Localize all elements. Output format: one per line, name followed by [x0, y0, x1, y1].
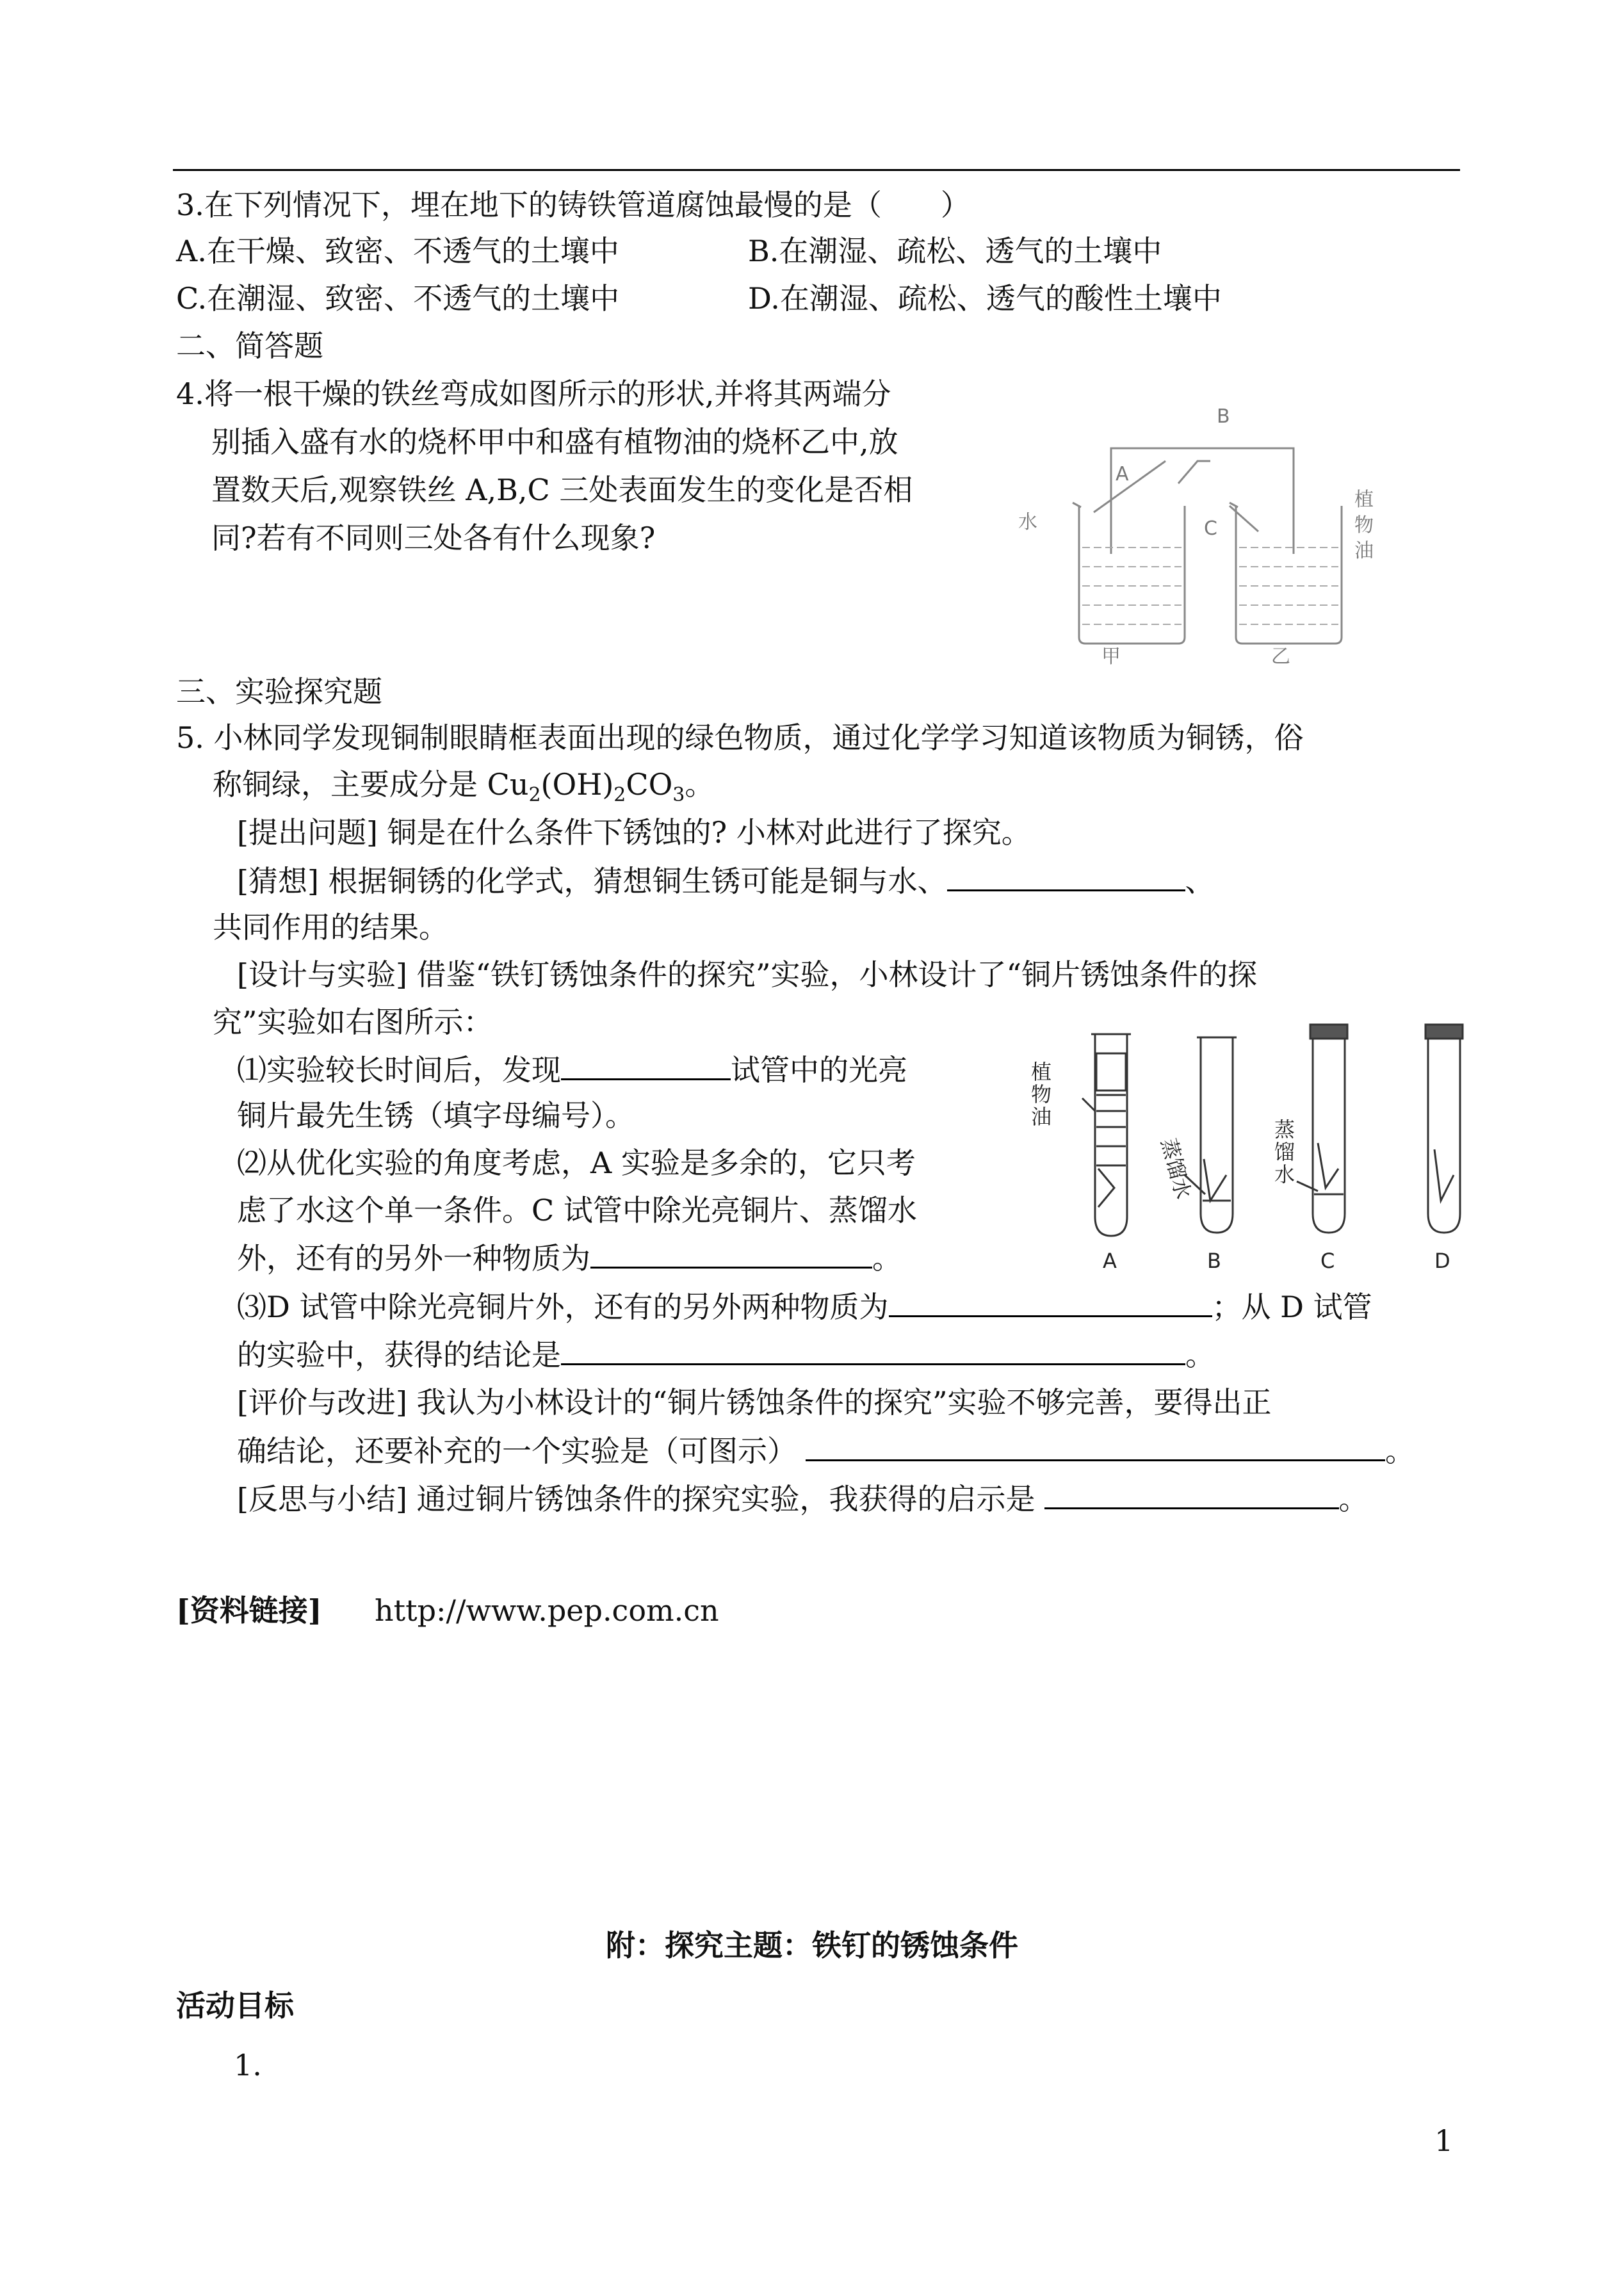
water-c-char-3: 水: [1274, 1162, 1295, 1187]
reflect-pre: [反思与小结] 通过铜片锈蚀条件的探究实验，我获得的启示是: [237, 1482, 1035, 1516]
q4-line4: 同?若有不同则三处各有什么现象?: [211, 521, 656, 555]
oil-char-2: 物: [1354, 514, 1374, 537]
oil-char-3: 油: [1354, 540, 1374, 562]
appendix-heading: 活动目标: [176, 1988, 294, 2023]
tube-b-label: B: [1207, 1249, 1221, 1273]
oil-char-1: 植: [1031, 1060, 1052, 1084]
formula-end: 。: [685, 767, 715, 802]
fig-label-a: A: [1116, 463, 1129, 485]
guess-text: [猜想] 根据铜锈的化学式，猜想铜生锈可能是铜与水、: [237, 864, 947, 898]
p1-pre: ⑴实验较长时间后，发现: [237, 1053, 561, 1087]
eval2-end: 。: [1385, 1434, 1415, 1468]
q5-eval1: [评价与改进] 我认为小林设计的“铜片锈蚀条件的探究”实验不够完善，要得出正: [237, 1385, 1272, 1420]
p3-blank[interactable]: [889, 1287, 1212, 1317]
section2-title: 二、简答题: [176, 328, 323, 363]
fig-label-c: C: [1204, 517, 1217, 540]
water-c-char-2: 馏: [1274, 1140, 1295, 1164]
oil-char-1: 植: [1354, 489, 1374, 511]
appendix-item-1: 1.: [234, 2048, 262, 2082]
q4-line3: 置数天后,观察铁丝 A,B,C 三处表面发生的变化是否相: [211, 473, 913, 507]
formula-sub: 2: [528, 784, 541, 807]
fig-label-jia: 甲: [1101, 645, 1121, 666]
oil-char-2: 物: [1031, 1082, 1052, 1107]
q5-p3-line2: [237, 1335, 1215, 1374]
fig-label-yi: 乙: [1271, 645, 1290, 666]
q5-design2: 究”实验如右图所示：: [213, 1005, 493, 1039]
formula-mid: CO: [626, 767, 673, 802]
q5-guess: [237, 861, 1215, 900]
p1-blank[interactable]: [561, 1050, 731, 1080]
q5-eval2: [237, 1431, 1415, 1470]
q3-stem: 3.在下列情况下，埋在地下的铸铁管道腐蚀最慢的是（ ）: [176, 188, 970, 222]
reflect-blank[interactable]: [1044, 1479, 1339, 1509]
guess-blank[interactable]: [947, 861, 1185, 891]
formula-mid: (OH): [540, 767, 614, 802]
fig-label-oil: [1354, 489, 1374, 562]
fig-label-b: B: [1217, 405, 1230, 428]
p1-post: 试管中的光亮: [731, 1053, 907, 1087]
tube-label-water-c: [1274, 1117, 1295, 1187]
eval2-pre: 确结论，还要补充的一个实验是（可图示）: [237, 1434, 797, 1468]
resource-url[interactable]: http://www.pep.com.cn: [375, 1593, 719, 1628]
p3-mid: ；从 D 试管: [1212, 1290, 1372, 1324]
p3-line2-blank[interactable]: [561, 1335, 1185, 1365]
q5-p1: [237, 1050, 907, 1089]
p3-line2-pre: 的实验中，获得的结论是: [237, 1338, 561, 1372]
q5-intro2: [213, 765, 714, 815]
q5-intro2-pre: 称铜绿，主要成分是 Cu: [213, 767, 529, 802]
p2-blank[interactable]: [590, 1238, 872, 1269]
guess-sep: 、: [1185, 864, 1215, 898]
q5-design1: [设计与实验] 借鉴“铁钉锈蚀条件的探究”实验，小林设计了“铜片锈蚀条件的探: [237, 957, 1258, 992]
q3-option-d: D.在潮湿、疏松、透气的酸性土壤中: [748, 281, 1222, 316]
q5-p2-line1: ⑵从优化实验的角度考虑，A 实验是多余的，它只考: [237, 1146, 916, 1180]
fig-label-water: 水: [1018, 511, 1037, 533]
formula-sub: 3: [672, 784, 685, 807]
q5-intro1: 5. 小林同学发现铜制眼睛框表面出现的绿色物质，通过化学学习知道该物质为铜锈，俗: [176, 720, 1304, 755]
appendix-title: 附：探究主题：铁钉的锈蚀条件: [606, 1928, 1018, 1963]
resource-label: [资料链接]: [176, 1593, 322, 1628]
page-number: 1: [1434, 2123, 1454, 2158]
tube-c-label: C: [1320, 1249, 1335, 1273]
p3-line2-end: 。: [1185, 1338, 1215, 1372]
tube-a-label: A: [1103, 1249, 1117, 1273]
q5-p1-line2: 铜片最先生锈（填字母编号）。: [237, 1098, 635, 1133]
q4-line1: 4.将一根干燥的铁丝弯成如图所示的形状,并将其两端分: [176, 377, 891, 411]
q3-option-c: C.在潮湿、致密、不透气的土壤中: [176, 281, 620, 316]
tube-label-oil: [1031, 1060, 1052, 1129]
tube-d-label: D: [1434, 1249, 1450, 1273]
water-b-text: 蒸馏水: [1156, 1135, 1196, 1202]
q5-guess-end: 共同作用的结果。: [213, 910, 448, 945]
water-c-char-1: 蒸: [1274, 1117, 1295, 1142]
eval2-blank[interactable]: [806, 1431, 1385, 1461]
q5-p2-line3: [237, 1238, 902, 1277]
beaker-figure: [1005, 397, 1415, 666]
test-tube-figure: [1025, 1009, 1486, 1281]
q4-line2: 别插入盛有水的烧杯甲中和盛有植物油的烧杯乙中,放: [211, 425, 898, 459]
header-rule: [173, 169, 1460, 171]
q5-p2-line2: 虑了水这个单一条件。C 试管中除光亮铜片、蒸馏水: [237, 1193, 917, 1228]
p2-end: 。: [872, 1241, 902, 1276]
tube-label-water-b: [1157, 1136, 1196, 1202]
q3-option-b: B.在潮湿、疏松、透气的土壤中: [748, 234, 1162, 268]
p2-pre: 外，还有的另外一种物质为: [237, 1241, 590, 1276]
q5-ask: [提出问题] 铜是在什么条件下锈蚀的? 小林对此进行了探究。: [237, 815, 1031, 850]
reflect-end: 。: [1338, 1482, 1368, 1516]
formula-sub: 2: [613, 784, 626, 807]
q5-reflect: [237, 1479, 1368, 1518]
section3-title: 三、实验探究题: [176, 674, 382, 709]
q5-p3: [237, 1287, 1372, 1326]
p3-pre: ⑶D 试管中除光亮铜片外，还有的另外两种物质为: [237, 1290, 889, 1324]
oil-char-3: 油: [1031, 1105, 1052, 1129]
q3-option-a: A.在干燥、致密、不透气的土壤中: [176, 234, 619, 268]
